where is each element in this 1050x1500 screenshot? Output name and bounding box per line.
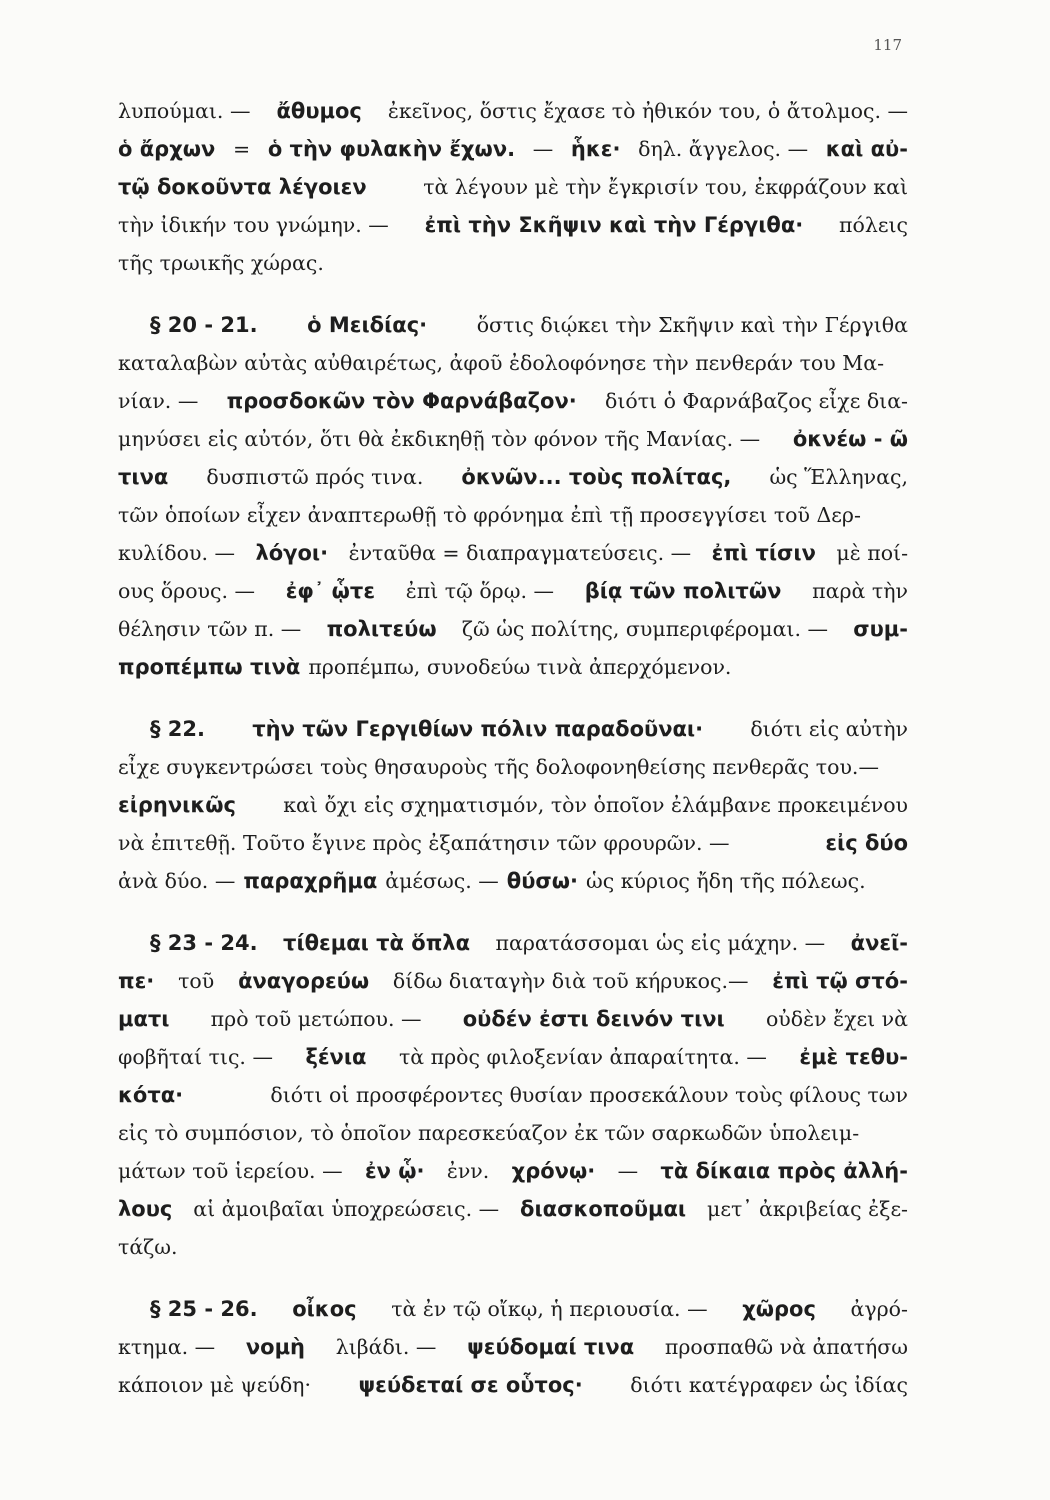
headword: βίᾳ τῶν πολιτῶν xyxy=(584,579,782,603)
gloss-text: κυλίδου. — xyxy=(118,541,235,565)
gloss-text: νίαν. — xyxy=(118,389,199,413)
text-line xyxy=(118,168,908,206)
gloss-text: προπέμπω, συνοδεύω τινὰ ἀπερχόμενον. xyxy=(308,655,732,679)
text-line xyxy=(118,1190,908,1228)
gloss-text: ἐνταῦθα = διαπραγματεύσεις. — xyxy=(348,541,692,565)
text-line xyxy=(118,496,908,534)
headword: ἐμὲ τεθυ- xyxy=(799,1045,908,1069)
gloss-text: διότι ὁ Φαρνάβαζος εἶχε δια- xyxy=(604,389,908,413)
headword: τὰ δίκαια πρὸς ἀλλή- xyxy=(660,1159,908,1183)
headword: εἰρηνικῶς xyxy=(118,793,236,817)
gloss-text: τῆς τρωικῆς χώρας. xyxy=(118,251,324,275)
gloss-text: παρατάσσομαι ὡς εἰς μάχην. — xyxy=(495,931,826,955)
text-line xyxy=(118,1366,908,1404)
headword: πε· xyxy=(118,969,155,993)
text-line xyxy=(118,1076,908,1114)
gloss-text: πρὸ τοῦ μετώπου. — xyxy=(210,1007,422,1031)
gloss-text: πόλεις xyxy=(839,213,908,237)
gloss-text: λιβάδι. — xyxy=(335,1335,437,1359)
gloss-text: διότι κατέγραφεν ὡς ἰδίας xyxy=(630,1373,908,1397)
headword: ὁ Μειδίας· xyxy=(307,313,428,337)
text-line xyxy=(118,1152,908,1190)
gloss-text: μάτων τοῦ ἱερείου. — xyxy=(118,1159,343,1183)
gloss-text: τοῦ xyxy=(178,969,215,993)
text-line xyxy=(118,420,908,458)
gloss-text: — xyxy=(617,1159,639,1183)
text-line xyxy=(118,572,908,610)
headword: εἰς δύο xyxy=(825,831,908,855)
gloss-text: — xyxy=(532,137,554,161)
gloss-text: ἀγρό- xyxy=(850,1297,908,1321)
paragraph-gap xyxy=(118,686,908,710)
paragraph-gap xyxy=(118,282,908,306)
gloss-text: μετ᾽ ἀκριβείας ἐξε- xyxy=(707,1197,908,1221)
gloss-text: αἱ ἀμοιβαῖαι ὑποχρεώσεις. — xyxy=(193,1197,500,1221)
text-line xyxy=(118,648,908,686)
gloss-text: μηνύσει εἰς αὐτόν, ὅτι θὰ ἐκδικηθῇ τὸν φόνον τῆς Μανίας. — xyxy=(118,427,761,451)
headword: ματι xyxy=(118,1007,170,1031)
gloss-text: ἀνὰ δύο. — xyxy=(118,869,236,893)
text-line xyxy=(118,244,908,282)
headword: τίθεμαι τὰ ὅπλα xyxy=(283,931,471,955)
gloss-text: ζῶ ὡς πολίτης, συμπεριφέρομαι. — xyxy=(461,617,828,641)
headword: ἧκε· xyxy=(570,137,621,161)
headword: θύσω· xyxy=(506,869,578,893)
text-line xyxy=(118,748,908,786)
headword: ξένια xyxy=(305,1045,367,1069)
headword: ἐφ᾽ ᾧτε xyxy=(285,579,376,603)
headword: ἄθυμος xyxy=(276,99,362,123)
gloss-text: κάποιον μὲ ψεύδη· xyxy=(118,1373,311,1397)
gloss-text: καταλαβὼν αὐτὰς αὐθαιρέτως, ἀφοῦ ἐδολοφόνησε τὴν πενθεράν του Μα- xyxy=(118,351,885,375)
gloss-text: ὅστις διῴκει τὴν Σκῆψιν καὶ τὴν Γέργιθα xyxy=(476,313,908,337)
headword: λόγοι· xyxy=(255,541,329,565)
text-line xyxy=(118,824,908,862)
headword: ἐπὶ τὴν Σκῆψιν καὶ τὴν Γέργιθα· xyxy=(424,213,804,237)
gloss-text: μὲ ποί- xyxy=(836,541,908,565)
gloss-text: κτημα. — xyxy=(118,1335,216,1359)
text-line xyxy=(118,710,908,748)
gloss-text: ὡς Ἕλληνας, xyxy=(769,465,908,489)
headword: τὴν τῶν Γεργιθίων πόλιν παραδοῦναι· xyxy=(252,717,704,741)
headword: συμ- xyxy=(853,617,908,641)
gloss-text: ους ὅρους. — xyxy=(118,579,256,603)
gloss-text: = xyxy=(232,137,251,161)
headword: ἐπὶ τῷ στό- xyxy=(772,969,908,993)
headword: πολιτεύω xyxy=(326,617,437,641)
gloss-text: θέλησιν τῶν π. — xyxy=(118,617,302,641)
gloss-text: διότι εἰς αὐτὴν xyxy=(750,717,908,741)
gloss-text: προσπαθῶ νὰ ἀπατήσω xyxy=(664,1335,908,1359)
headword: ἀναγορεύω xyxy=(238,969,370,993)
gloss-text: τάζω. xyxy=(118,1235,178,1259)
headword: οἶκος xyxy=(292,1297,357,1321)
text-line xyxy=(118,924,908,962)
headword: οὐδέν ἐστι δεινόν τινι xyxy=(462,1007,725,1031)
headword: § 23 - 24. xyxy=(150,931,258,955)
gloss-text: παρὰ τὴν xyxy=(812,579,908,603)
gloss-text: ὡς κύριος ἤδη τῆς πόλεως. xyxy=(585,869,866,893)
text-line xyxy=(118,1290,908,1328)
gloss-text: εἶχε συγκεντρώσει τοὺς θησαυροὺς τῆς δολοφονηθείσης πενθερᾶς του.— xyxy=(118,755,879,779)
headword: νομὴ xyxy=(245,1335,305,1359)
gloss-text: δυσπιστῶ πρός τινα. xyxy=(206,465,424,489)
gloss-text: τὰ λέγουν μὲ τὴν ἔγκρισίν του, ἐκφράζουν καὶ xyxy=(423,175,908,199)
headword: λους xyxy=(118,1197,173,1221)
headword: διασκοποῦμαι xyxy=(520,1197,687,1221)
headword: ὀκνῶν... τοὺς πολίτας, xyxy=(461,465,732,489)
headword: ἐν ᾧ· xyxy=(364,1159,425,1183)
text-line xyxy=(118,610,908,648)
gloss-text: καὶ ὄχι εἰς σχηματισμόν, τὸν ὁποῖον ἐλάμβανε προκειμένου xyxy=(283,793,908,817)
text-line xyxy=(118,1000,908,1038)
headword: § 20 - 21. xyxy=(150,313,258,337)
text-line xyxy=(118,1038,908,1076)
text-line xyxy=(118,962,908,1000)
gloss-text: δίδω διαταγὴν διὰ τοῦ κήρυκος.— xyxy=(392,969,749,993)
headword: ὀκνέω - ῶ xyxy=(792,427,908,451)
headword: προπέμπω τινὰ xyxy=(118,655,301,679)
text-line xyxy=(118,92,908,130)
text-line xyxy=(118,344,908,382)
text-line xyxy=(118,862,908,900)
gloss-text: ἐκεῖνος, ὅστις ἔχασε τὸ ἠθικόν του, ὁ ἄτολμος. — xyxy=(387,99,908,123)
paragraph-gap xyxy=(118,1266,908,1290)
paragraph-gap xyxy=(118,900,908,924)
gloss-text: φοβῆταί τις. — xyxy=(118,1045,273,1069)
text-line xyxy=(118,786,908,824)
gloss-text: ἐπὶ τῷ ὅρῳ. — xyxy=(405,579,554,603)
gloss-text: διότι οἱ προσφέροντες θυσίαν προσεκάλουν τοὺς φίλους των xyxy=(270,1083,908,1107)
text-line xyxy=(118,306,908,344)
headword: ὁ τὴν φυλακὴν ἔχων. xyxy=(267,137,516,161)
gloss-text: τὴν ἰδικήν του γνώμην. — xyxy=(118,213,389,237)
headword: χρόνῳ· xyxy=(511,1159,596,1183)
headword: τῷ δοκοῦντα λέγοιεν xyxy=(118,175,367,199)
headword: ἐπὶ τίσιν xyxy=(711,541,816,565)
headword: χῶρος xyxy=(742,1297,816,1321)
gloss-text: δηλ. ἄγγελος. — xyxy=(638,137,809,161)
text-line xyxy=(118,206,908,244)
text-line xyxy=(118,458,908,496)
headword: ὁ ἄρχων xyxy=(118,137,216,161)
headword: ψεύδομαί τινα xyxy=(467,1335,635,1359)
gloss-text: τῶν ὁποίων εἶχεν ἀναπτερωθῇ τὸ φρόνημα ἐπὶ τῇ προσεγγίσει τοῦ Δερ- xyxy=(118,503,861,527)
gloss-text: ἐνν. xyxy=(446,1159,490,1183)
headword: προσδοκῶν τὸν Φαρνάβαζον· xyxy=(226,389,577,413)
headword: § 25 - 26. xyxy=(150,1297,258,1321)
headword: τινα xyxy=(118,465,169,489)
text-line xyxy=(118,1114,908,1152)
headword: καὶ αὐ- xyxy=(825,137,908,161)
headword: παραχρῆμα xyxy=(243,869,378,893)
headword: § 22. xyxy=(150,717,206,741)
gloss-text: τὰ πρὸς φιλοξενίαν ἀπαραίτητα. — xyxy=(398,1045,767,1069)
headword: ψεύδεταί σε οὗτος· xyxy=(358,1373,583,1397)
gloss-text: εἰς τὸ συμπόσιον, τὸ ὁποῖον παρεσκεύαζον ἐκ τῶν σαρκωδῶν ὑπολειμ- xyxy=(118,1121,860,1145)
gloss-text: λυπούμαι. — xyxy=(118,99,251,123)
page-number: 117 xyxy=(873,36,902,54)
gloss-text: ἀμέσως. — xyxy=(385,869,499,893)
headword: κότα· xyxy=(118,1083,184,1107)
gloss-text: τὰ ἐν τῷ οἴκῳ, ἡ περιουσία. — xyxy=(391,1297,708,1321)
text-line xyxy=(118,1228,908,1266)
text-line xyxy=(118,382,908,420)
gloss-text: νὰ ἐπιτεθῇ. Τοῦτο ἔγινε πρὸς ἐξαπάτησιν τῶν φρουρῶν. — xyxy=(118,831,730,855)
gloss-text: οὐδὲν ἔχει νὰ xyxy=(765,1007,908,1031)
headword: ἀνεῖ- xyxy=(850,931,908,955)
body-text xyxy=(118,92,908,1404)
text-line xyxy=(118,534,908,572)
text-line xyxy=(118,1328,908,1366)
text-line xyxy=(118,130,908,168)
